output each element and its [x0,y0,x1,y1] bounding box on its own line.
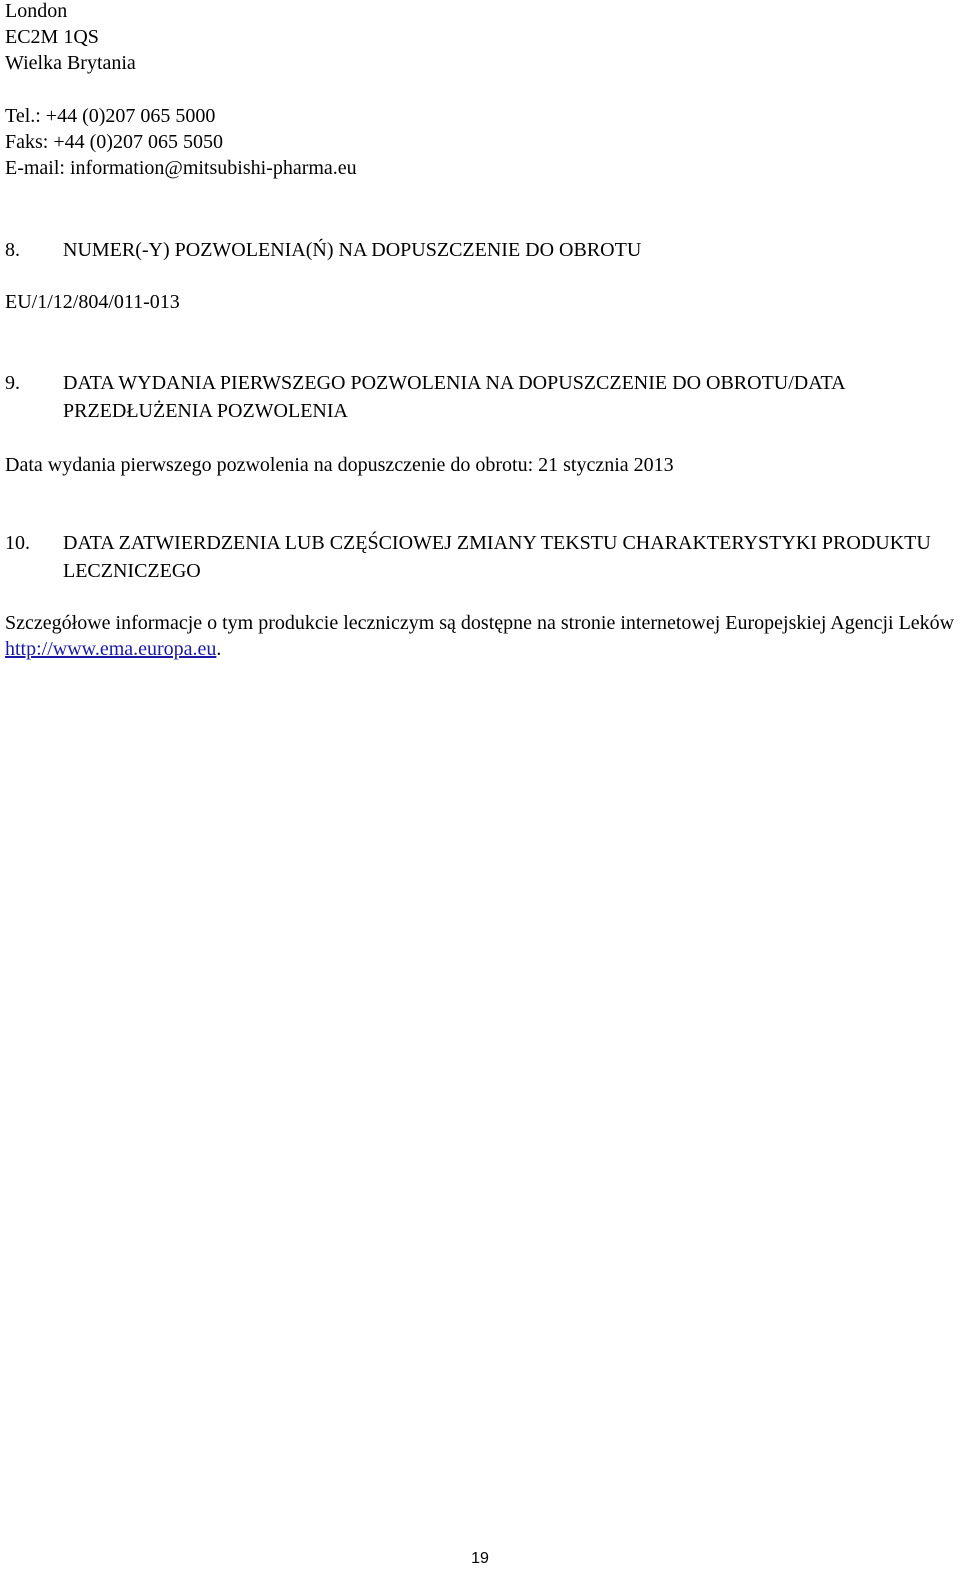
section-10-period: . [216,638,222,660]
address-postcode: EC2M 1QS [5,26,99,48]
contact-fax: Faks: +44 (0)207 065 5050 [5,131,223,153]
section-8-title: NUMER(-Y) POZWOLENIA(Ń) NA DOPUSZCZENIE DO OBROTU [63,239,642,261]
section-8-heading [5,236,955,264]
ema-website-link[interactable]: http://www.ema.europa.eu [5,638,217,660]
section-8-authorisation-number: EU/1/12/804/011-013 [5,291,180,313]
section-9-number: 9. [5,372,20,394]
section-10-number: 10. [5,532,30,554]
section-10-heading [5,529,955,585]
section-10-text: Szczegółowe informacje o tym produkcie leczniczym są dostępne na stronie internetowej Europejskiej Agencji Leków [5,612,955,634]
page-number: 19 [471,1550,489,1567]
section-9-heading [5,369,955,425]
address-country: Wielka Brytania [5,52,136,74]
address-city: London [5,0,68,22]
contact-email: E-mail: information@mitsubishi-pharma.eu [5,157,357,179]
contact-tel: Tel.: +44 (0)207 065 5000 [5,105,216,127]
section-10-info-paragraph [5,610,960,662]
section-8-number: 8. [5,239,20,261]
section-9-title: DATA WYDANIA PIERWSZEGO POZWOLENIA NA DOPUSZCZENIE DO OBROTU/DATA PRZEDŁUŻENIA POZWOLENIA [63,372,845,422]
section-9-date-text: Data wydania pierwszego pozwolenia na dopuszczenie do obrotu: 21 stycznia 2013 [5,454,674,476]
section-10-title: DATA ZATWIERDZENIA LUB CZĘŚCIOWEJ ZMIANY TEKSTU CHARAKTERYSTYKI PRODUKTU LECZNICZEGO [63,532,931,582]
